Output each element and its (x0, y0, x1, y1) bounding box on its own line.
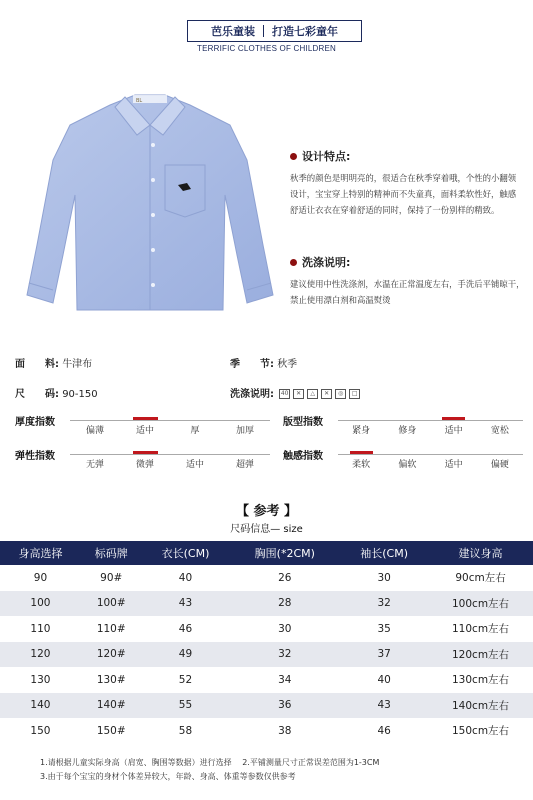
reference-subtitle: 尺码信息— size (230, 524, 303, 535)
cell-height: 130 (30, 673, 51, 686)
table-row (0, 616, 533, 642)
table-row (0, 667, 533, 693)
design-features (290, 148, 520, 219)
wash-symbols-row (230, 385, 360, 400)
fit-option: 宽松 (490, 426, 509, 436)
cell-size-tag: 90# (100, 571, 123, 584)
col-chest: 胸围(*2CM) (229, 541, 340, 565)
touch-option: 适中 (444, 460, 463, 470)
features-text: 秋季的颜色是明明亮的，很适合在秋季穿着哦，个性的小翻领设计，宝宝穿上特别的精神而不失童真，面料柔软性好，触感舒适让衣衣在穿着舒适的同时，保持了一份别样的精致。 (290, 173, 517, 216)
cell-size-tag: 140# (81, 693, 142, 719)
cell-length: 40 (178, 571, 193, 584)
elasticity-scale-line (70, 454, 270, 455)
reference-title: 【 参考 】 (235, 504, 298, 519)
thickness-selected-marker (133, 417, 158, 420)
elasticity-option: 无弹 (85, 460, 104, 470)
table-row (0, 565, 533, 591)
cell-sleeve: 46 (377, 724, 391, 737)
cell-chest: 36 (229, 693, 340, 719)
cell-height: 140 (0, 693, 81, 719)
cell-size-tag: 150# (96, 724, 126, 737)
cell-height: 110 (30, 622, 51, 635)
bullet-dot-icon (290, 153, 297, 160)
touch-scale-line (338, 454, 523, 455)
brand-name: 芭乐童装 (211, 25, 255, 38)
cell-size-tag: 100# (81, 591, 142, 617)
cell-height: 120 (0, 642, 81, 668)
cell-height: 150 (30, 724, 51, 737)
cell-sleeve: 35 (377, 622, 391, 635)
wash-40-icon: 40 (280, 390, 289, 397)
cell-suggested-height: 110cm左右 (452, 623, 510, 636)
cell-sleeve: 37 (340, 642, 428, 668)
elasticity-option: 超弹 (235, 460, 254, 470)
note-1: 1.请根据儿童实际身高（肩宽、胸围等数据）进行选择 (40, 758, 232, 767)
wash-icons (279, 389, 360, 399)
thickness-option: 适中 (135, 426, 154, 436)
cell-height: 100 (0, 591, 81, 617)
cell-sleeve: 40 (377, 673, 391, 686)
no-iron-icon: ✕ (321, 389, 332, 399)
cell-length: 49 (142, 642, 230, 668)
touch-selected-marker (350, 451, 373, 454)
cell-length: 52 (178, 673, 193, 686)
wash-label: 洗涤说明: (230, 389, 274, 400)
table-row (0, 591, 533, 617)
fit-selected-marker (442, 417, 465, 420)
fit-index-title: 版型指数 (283, 417, 323, 428)
fit-option: 修身 (398, 426, 417, 436)
season-label: 季 节: (230, 359, 274, 370)
cell-suggested-height: 100cm左右 (428, 591, 533, 617)
col-suggested-height: 建议身高 (428, 541, 533, 565)
thickness-option: 偏薄 (85, 426, 104, 436)
thickness-index-title: 厚度指数 (15, 417, 55, 428)
cell-suggested-height: 90cm左右 (455, 572, 506, 585)
elasticity-option: 微弹 (135, 460, 154, 470)
fabric-value: 牛津布 (62, 359, 93, 370)
elasticity-selected-marker (133, 451, 158, 454)
touch-option: 偏软 (398, 460, 417, 470)
washing-heading (290, 254, 525, 270)
brand-slogan: 打造七彩童年 (272, 25, 338, 38)
cell-suggested-height: 150cm左右 (452, 725, 510, 738)
size-value: 90-150 (62, 389, 98, 400)
bleach-triangle-icon: △ (307, 389, 318, 399)
fit-option: 适中 (444, 426, 463, 436)
size-label: 尺 码: (15, 389, 59, 400)
cell-suggested-height: 140cm左右 (428, 693, 533, 719)
table-row (0, 718, 533, 744)
touch-index-title: 触感指数 (283, 451, 323, 462)
page-header (0, 0, 533, 70)
col-height-select: 身高选择 (0, 541, 81, 565)
elasticity-index-title: 弹性指数 (15, 451, 55, 462)
cell-sleeve: 30 (377, 571, 391, 584)
cell-length: 43 (142, 591, 230, 617)
cell-chest: 26 (278, 571, 292, 584)
brand-banner (187, 20, 362, 42)
bullet-dot-icon (290, 259, 297, 266)
season-row (230, 355, 297, 370)
cell-chest: 38 (278, 724, 292, 737)
cell-size-tag: 120# (81, 642, 142, 668)
elasticity-option: 适中 (185, 460, 204, 470)
shirt-image (15, 85, 285, 325)
table-row (0, 693, 533, 719)
cell-sleeve: 43 (340, 693, 428, 719)
col-length: 衣长(CM) (142, 541, 230, 565)
fabric-row (15, 355, 92, 370)
cell-size-tag: 130# (96, 673, 126, 686)
no-bleach-icon: ✕ (293, 389, 304, 399)
cell-length: 55 (142, 693, 230, 719)
washing-text: 建议使用中性洗涤剂，水温在正常温度左右，手洗后平铺晾干，禁止使用漂白剂和高温熨烫 (290, 279, 525, 306)
cell-suggested-height: 120cm左右 (428, 642, 533, 668)
cell-chest: 32 (229, 642, 340, 668)
notes (40, 756, 520, 784)
features-heading (290, 148, 520, 164)
shirt-label-text: BL (136, 98, 143, 104)
note-2: 2.平铺测量尺寸正常误差范围为1-3CM (242, 758, 380, 767)
cell-height: 90 (33, 571, 48, 584)
touch-option: 柔软 (352, 460, 371, 470)
cell-chest: 34 (278, 673, 292, 686)
banner-divider (263, 25, 264, 37)
table-header-row (0, 541, 533, 565)
fit-option: 紧身 (352, 426, 371, 436)
fabric-label: 面 料: (15, 359, 59, 370)
thickness-scale-line (70, 420, 270, 421)
note-3: 3.由于每个宝宝的身材个体差异较大，年龄、身高、体重等参数仅供参考 (40, 772, 296, 781)
size-table (0, 541, 533, 744)
cell-chest: 28 (229, 591, 340, 617)
brand-subtitle: TERRIFIC CLOTHES OF CHILDREN (197, 44, 336, 53)
cell-length: 58 (178, 724, 193, 737)
cell-suggested-height: 130cm左右 (452, 674, 510, 687)
cell-chest: 30 (278, 622, 292, 635)
fit-scale-line (338, 420, 523, 421)
dry-clean-icon: ◎ (335, 389, 346, 399)
note-line-1 (40, 756, 520, 770)
features-title: 设计特点: (302, 150, 351, 163)
cell-size-tag: 110# (96, 622, 126, 635)
season-value: 秋季 (277, 359, 298, 370)
flat-dry-icon: □ (349, 389, 360, 399)
cell-sleeve: 32 (340, 591, 428, 617)
size-row (15, 385, 98, 400)
col-sleeve: 袖长(CM) (340, 541, 428, 565)
thickness-option: 加厚 (235, 426, 254, 436)
touch-option: 偏硬 (490, 460, 509, 470)
washing-title: 洗涤说明: (302, 256, 351, 269)
cell-length: 46 (178, 622, 193, 635)
col-size-tag: 标码牌 (81, 541, 142, 565)
table-row (0, 642, 533, 668)
thickness-option: 厚 (190, 426, 200, 436)
washing-instructions (290, 254, 525, 308)
